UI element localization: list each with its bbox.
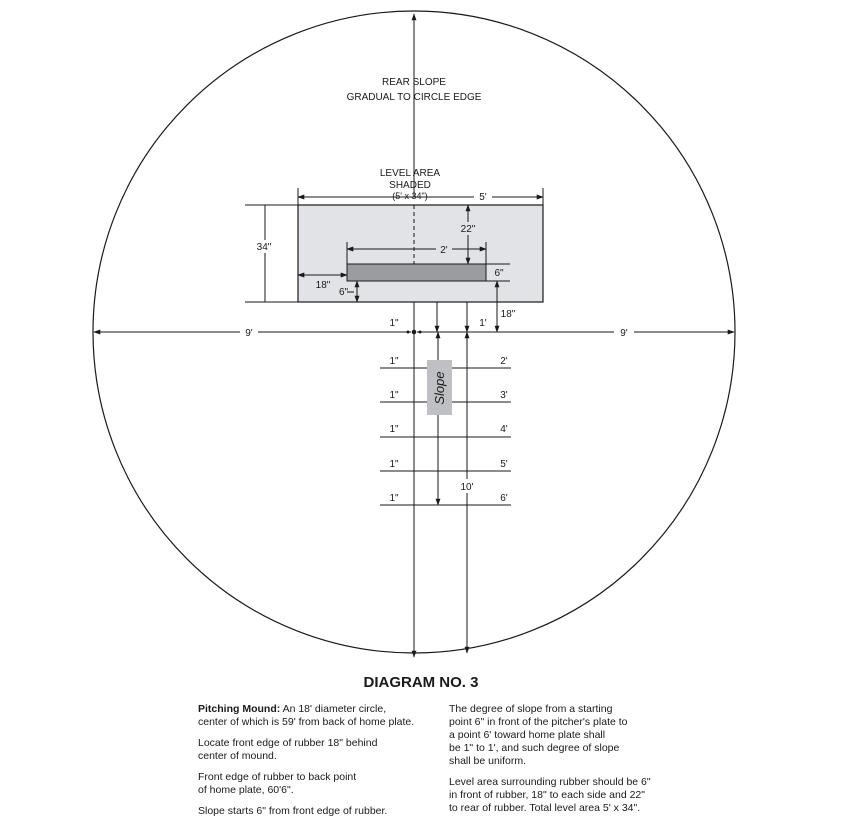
slope-distance-label: 6' xyxy=(500,493,508,504)
dim-6in-right-label: 6" xyxy=(494,268,504,279)
level-area xyxy=(298,205,543,302)
slope-drop-label: 1" xyxy=(389,356,399,367)
note-text: Locate front edge of rubber 18" behind xyxy=(198,737,378,749)
note-text: be 1" to 1', and such degree of slope xyxy=(449,742,620,754)
dim-5ft-label: 5' xyxy=(479,192,487,203)
note-label: Pitching Mound: xyxy=(198,703,281,715)
slope-distance-label: 5' xyxy=(500,459,508,470)
slope-drop-label: 1" xyxy=(389,493,399,504)
note-text: Slope starts 6" from front edge of rubber. xyxy=(198,805,388,817)
dim-2ft-label: 2' xyxy=(440,245,448,256)
note-text: center of which is 59' from back of home plate. xyxy=(198,716,415,728)
dim-22in-label: 22" xyxy=(460,224,476,235)
rear-slope-label-2: GRADUAL TO CIRCLE EDGE xyxy=(346,92,482,103)
slope-distance-label: 2' xyxy=(500,356,508,367)
note-pitching-mound xyxy=(198,703,414,729)
level-area-label: LEVEL AREA xyxy=(379,168,441,179)
center-point xyxy=(412,330,417,335)
notes-right-column xyxy=(449,703,651,823)
dim-10ft-label: 10' xyxy=(460,482,474,493)
note-text: An 18' diameter circle, xyxy=(280,703,387,715)
slope-drop-label: 1" xyxy=(389,424,399,435)
rear-slope-label: REAR SLOPE xyxy=(382,77,446,88)
dim-1ft-top-label: 1' xyxy=(479,318,487,329)
pitchers-rubber xyxy=(347,264,486,281)
note-slope-start xyxy=(198,805,414,818)
center-tick-left xyxy=(407,331,410,334)
note-level-area xyxy=(449,776,651,815)
dim-9ft-right-label: 9' xyxy=(620,328,628,339)
slope-drop-label: 1" xyxy=(389,390,399,401)
note-rubber-to-plate xyxy=(198,771,414,797)
note-text: of home plate, 60'6". xyxy=(198,784,294,796)
dim-9ft-left-label: 9' xyxy=(245,328,253,339)
note-text: The degree of slope from a starting xyxy=(449,703,613,715)
note-text: Level area surrounding rubber should be 6" xyxy=(449,776,651,788)
level-area-label-2: SHADED xyxy=(389,180,431,191)
slope-distance-label: 3' xyxy=(500,390,508,401)
slope-distance-label: 4' xyxy=(500,424,508,435)
note-text: shall be uniform. xyxy=(449,755,527,767)
level-area-dims: (5' x 34") xyxy=(392,191,428,201)
dim-6in-front-label: 6" xyxy=(339,287,349,298)
dim-18in-front-label: 18" xyxy=(500,309,516,320)
note-text: Front edge of rubber to back point xyxy=(198,771,357,783)
diagram-title: DIAGRAM NO. 3 xyxy=(363,674,479,691)
dim-34in-label: 34" xyxy=(256,242,272,253)
note-text: to rear of rubber. Total level area 5' x 34". xyxy=(449,802,641,814)
dim-18in-side-label: 18" xyxy=(315,280,331,291)
note-text: point 6" in front of the pitcher's plate to xyxy=(449,716,628,728)
note-text: center of mound. xyxy=(198,750,277,762)
note-slope-degree xyxy=(449,703,651,768)
dim-1in-top-label: 1" xyxy=(389,318,399,329)
slope-label: Slope xyxy=(432,371,447,405)
note-rubber-location xyxy=(198,737,414,763)
note-text: in front of rubber, 18" to each side and 22" xyxy=(449,789,646,801)
slope-drop-label: 1" xyxy=(389,459,399,470)
notes-left-column xyxy=(198,703,414,826)
center-tick-right xyxy=(419,331,422,334)
note-text: a point 6' toward home plate shall xyxy=(449,729,606,741)
